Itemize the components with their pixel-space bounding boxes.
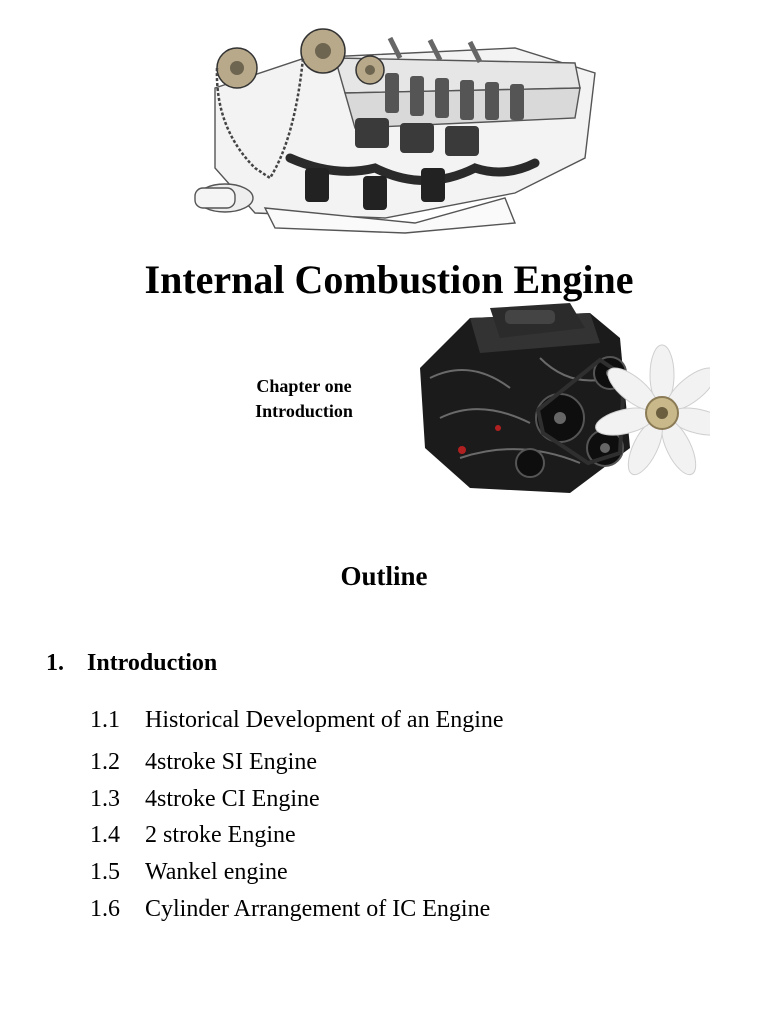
outline-item <box>90 747 317 777</box>
engine-cutaway-illustration <box>185 18 605 236</box>
section-number: 1. <box>46 650 64 676</box>
item-number: 1.6 <box>90 896 120 922</box>
outline-item <box>90 820 296 850</box>
outline-item <box>90 784 320 814</box>
item-number: 1.5 <box>90 859 120 885</box>
page-title: Internal Combustion Engine <box>144 257 634 302</box>
chapter-label <box>230 374 378 424</box>
section-heading <box>46 647 217 679</box>
item-number: 1.4 <box>90 822 120 848</box>
item-label: Historical Development of an Engine <box>145 707 504 733</box>
outline-item <box>90 857 288 887</box>
outline-item <box>90 894 490 924</box>
item-number: 1.3 <box>90 786 120 812</box>
item-label: Wankel engine <box>145 859 288 885</box>
chapter-title: Introduction <box>255 401 353 421</box>
item-label: Cylinder Arrangement of IC Engine <box>145 896 491 922</box>
item-number: 1.2 <box>90 749 120 775</box>
item-number: 1.1 <box>90 707 120 733</box>
item-label: 4stroke SI Engine <box>145 749 317 775</box>
item-label: 4stroke CI Engine <box>145 786 320 812</box>
chapter-number: Chapter one <box>256 376 352 396</box>
outline-item <box>90 705 504 735</box>
item-label: 2 stroke Engine <box>145 822 296 848</box>
outline-heading: Outline <box>340 561 428 591</box>
section-label: Introduction <box>87 650 218 676</box>
engine-photo <box>410 298 710 503</box>
